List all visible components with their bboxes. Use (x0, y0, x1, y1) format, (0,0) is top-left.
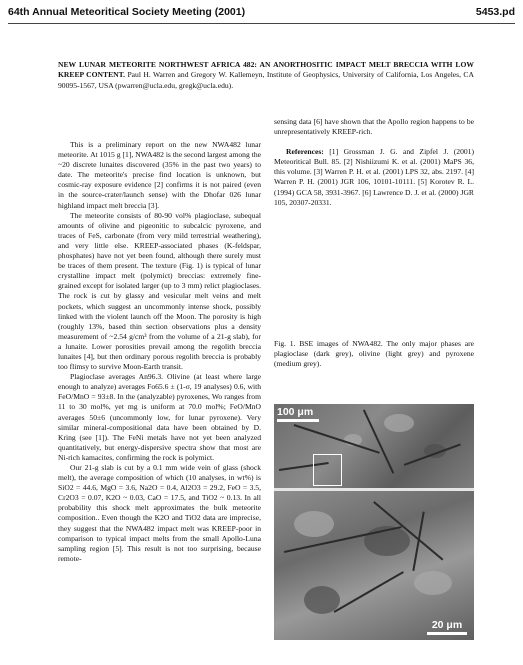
abstract-title: NEW LUNAR METEORITE NORTHWEST AFRICA 482: AN ANORTHOSITIC IMPACT MELT BRECCIA WITH LOW KREEP CONTENT. (58, 60, 474, 80)
references-label: References: (286, 147, 324, 157)
abstract-number: 5453.pd (475, 6, 515, 18)
scale-bar-line (427, 632, 467, 635)
references (274, 147, 474, 208)
abstract-authors: Paul H. Warren and Gregory W. Kallemeyn, Institute of Geophysics, University of California, Los Angeles, CA 90095-1567, USA (pwarren@ucla.edu, gregk@ucla.edu). (58, 70, 474, 90)
references-text: [1] Grossman J. G. and Zipfel J. (2001) Meteoritical Bull. 85. [2] Nishiizumi K. et al. (2001) MaPS 36, this volume. [3] Warren P. H. et al. (2001) LPS 32, abs. 2197. [4] Warren P. H. (2001) JGR 106, 10101-10111. [5] Korotev R. L. (1994) GCA 58, 3931-3967. [6] Lawrence D. J. et al. (2000) JGR 105, 20307-20331. (274, 147, 474, 207)
header-rule (8, 23, 515, 24)
paragraph-3: Plagioclase averages An96.3. Olivine (at least where large enough to analyze) averages Fo65.6 ± (1-σ, 19 analyses) 0.6, with FeO/MnO = 93±8. In the (analyzable) pyroxenes, Wo ranges from 11 to 30 mol%, yet mg is uniform at 70.0 mol%; FeO/MnO averages 50±6 (uncommonly low, for lunar pyroxene). Very similar mineral-compositional data have been obtained by D. Kring (see [1]). The FeNi metals have not yet been analyzed quantitatively, but energy-dispersive spectra show that most are Ni-rich kamacites, confirming the rock is polymict. (58, 372, 261, 462)
crack (294, 424, 380, 453)
meeting-title: 64th Annual Meteoritical Society Meeting (2001) (8, 6, 246, 18)
zoom-box (313, 454, 342, 486)
scale-bar-bottom (427, 619, 467, 635)
crack (334, 571, 404, 612)
paragraph-continued: sensing data [6] have shown that the Apollo region happens to be unrepresentatively KREEP-rich. (274, 117, 474, 137)
scale-bar-top (277, 406, 319, 422)
right-column (274, 117, 474, 208)
mineral-grain (384, 414, 414, 432)
page-header (8, 6, 515, 20)
scale-label-bottom: 20 μm (431, 619, 463, 631)
paragraph-1: This is a preliminary report on the new NWA482 lunar meteorite. At 1015 g [1], NWA482 is the second largest among the ~20 discrete lunaites discovered (35% in the past two years) to date. The meteorite's precise find location is unknown, but cosmic-ray exposure evidence [2] confirms it is not paired (even in the source-crater/launch sense) with the Dhofar 026 lunar highland impact melt breccia [3]. (58, 140, 261, 210)
scale-label-top: 100 μm (277, 406, 314, 418)
bse-image-high-mag (274, 491, 474, 640)
paragraph-4: Our 21-g slab is cut by a 0.1 mm wide vein of glass (shock melt), the average composition of which (10 analyses, in wt%) is SiO2 = 44.6, MgO = 3.6, Na2O = 0.4, Al2O3 = 29.2, FeO = 3.5, Cr2O3 = 0.07, K2O ~ 0.03, CaO = 17.5, and TiO2 ~ 0.13. In all probability this shock melt approximates the bulk meteorite composition.. Even though the K2O and TiO2 data are imprecise, they suggest that the NWA482 impact melt was KREEP-poor in comparison to typical impact melts from the small Apollo-Luna sampling region [5]. This result is not too surprising, because remote- (58, 463, 261, 563)
mineral-grain (414, 571, 452, 595)
abstract-title-block (58, 60, 474, 91)
left-column (58, 140, 261, 564)
bse-image-low-mag (274, 404, 474, 488)
scale-bar-line (277, 419, 319, 422)
figure-caption: Fig. 1. BSE images of NWA482. The only major phases are plagioclase (dark grey), olivine (light grey) and pyroxene (medium grey). (274, 339, 474, 369)
paragraph-2: The meteorite consists of 80-90 vol% plagioclase, subequal amounts of olivine and pigeonitic to subcalcic pyroxene, and traces of FeS, carbonate (from very mild terrestrial weathering), and very little else. KREEP-associated phases (K-feldspar, phosphates) have not yet been found, although there surely must be traces of them present. The texture (Fig. 1) is typical of lunar crystalline impact melt (polymict) breccias: extremely fine-grained except for isolated larger (up to 3 mm) relict plagioclases. The rock is cut by glassy and vesicular melt veins and melt pockets, which suggest an uncommonly intense shock, possibly linked with the violent launch off the Moon. The porosity is high (roughly 13%, based thin section observations plus a density measurement of ~2.54 g/cm³ from the volume of a 21-g slab), for a lunaite. Lower porosities prevail among the regolith breccia lunaites [4], but then ordinary porous regolith breccia is probably too flimsy to survive Moon-Earth transit. (58, 210, 261, 372)
mineral-grain (294, 511, 334, 537)
bse-figure (274, 404, 474, 640)
